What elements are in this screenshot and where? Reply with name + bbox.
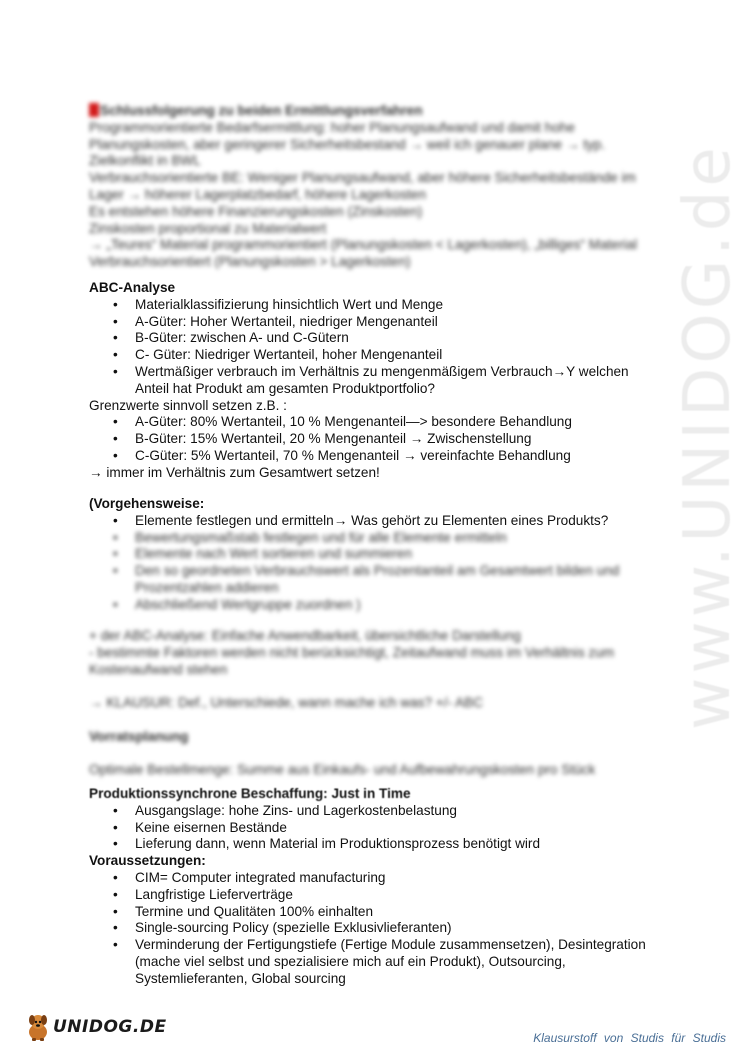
blurred-line: - bestimmte Faktoren werden nicht berücksichtigt, Zeitaufwand muss im Verhältnis zum xyxy=(89,644,615,660)
procedure-section xyxy=(89,496,669,614)
list-item: • CIM= Computer integrated manufacturing xyxy=(89,870,669,887)
red-marker xyxy=(89,103,99,117)
list-item: • Keine eisernen Bestände xyxy=(89,820,669,837)
procedure-blurred-list-end xyxy=(89,597,669,614)
watermark: www.UNIDOG.de xyxy=(671,143,745,730)
grenzwerte-list xyxy=(89,414,669,464)
unidog-logo xyxy=(25,1012,167,1042)
list-item-continuation: (mache viel selbst und spezialisiere mich auf ein Produkt), Outsourcing, xyxy=(135,953,566,969)
jit-section xyxy=(89,786,669,988)
list-item: • Lieferung dann, wenn Material im Produktionsprozess benötigt wird xyxy=(89,836,669,853)
blurred-line: + der ABC-Analyse: Einfache Anwendbarkeit, übersichtliche Darstellung xyxy=(89,628,521,643)
list-item: • Den so geordneten Verbrauchswert als Prozentanteil am Gesamtwert bilden und xyxy=(89,563,669,580)
list-item-continuation: Prozentzahlen addieren xyxy=(135,579,279,595)
abc-heading: ABC-Analyse xyxy=(89,280,176,295)
list-item: • B-Güter: zwischen A- und C-Gütern xyxy=(89,330,669,347)
blurred-line: Verbrauchsorientierte BE: Weniger Planungsaufwand, aber höhere Sicherheitsbestände im xyxy=(89,170,636,186)
blurred-line: Verbrauchsorientiert (Planungskosten > Lagerkosten) xyxy=(89,254,411,270)
list-item: • A-Güter: 80% Wertanteil, 10 % Mengenanteil—> besondere Behandlung xyxy=(89,414,669,431)
list-item-continuation: Systemlieferanten, Global sourcing xyxy=(135,970,346,986)
abc-list xyxy=(89,297,669,381)
blurred-line: Zinskosten proportional zu Materialwert xyxy=(89,220,327,236)
blurred-line: Zielkonflikt in BWL xyxy=(89,153,201,169)
list-item: • Elemente festlegen und ermitteln→ Was gehört zu Elementen eines Produkts? xyxy=(89,513,669,530)
blurred-line: Planungskosten, aber geringerer Sicherheitsbestand → weil ich genauer plane → typ. xyxy=(89,136,606,152)
list-item: • C- Güter: Niedriger Wertanteil, hoher Mengenanteil xyxy=(89,347,669,364)
list-item: • B-Güter: 15% Wertanteil, 20 % Mengenanteil → Zwischenstellung xyxy=(89,431,669,448)
procedure-heading: (Vorgehensweise: xyxy=(89,496,205,511)
procedure-blurred-list xyxy=(89,530,669,580)
blurred-summary-section xyxy=(89,103,669,271)
blurred-line: Programmorientierte Bedarfsermittlung: hoher Planungsaufwand und damit hohe xyxy=(89,119,575,135)
blurred-title: Schlussfolgerung zu beiden Ermittlungsverfahren xyxy=(89,103,669,120)
jit-list xyxy=(89,803,669,853)
list-item: • Bewertungsmaßstab festlegen und für alle Elemente ermitteln xyxy=(89,530,669,547)
list-item: • Termine und Qualitäten 100% einhalten xyxy=(89,904,669,921)
blurred-line: Kostenaufwand stehen xyxy=(89,661,228,677)
list-item: • Langfristige Lieferverträge xyxy=(89,887,669,904)
prerequisites-list xyxy=(89,870,669,954)
blurred-line: Es entstehen höhere Finanzierungskosten (Zinskosten) xyxy=(89,203,423,219)
abc-analysis-section xyxy=(89,280,669,482)
list-item: • Ausgangslage: hohe Zins- und Lagerkostenbelastung xyxy=(89,803,669,820)
blurred-evaluation-section xyxy=(89,628,669,779)
list-item: • Abschließend Wertgruppe zuordnen ) xyxy=(89,597,669,614)
blurred-line: Lager → höherer Lagerplatzbedarf, höhere Lagerkosten xyxy=(89,186,427,202)
list-item: • Elemente nach Wert sortieren und summieren xyxy=(89,546,669,563)
list-item: • Verminderung der Fertigungstiefe (Fertige Module zusammensetzen), Desintegration xyxy=(89,937,669,954)
list-item: • A-Güter: Hoher Wertanteil, niedriger Mengenanteil xyxy=(89,314,669,331)
footer-tagline: Klausurstoff von Studis für Studis xyxy=(533,1031,726,1045)
dog-mascot-icon xyxy=(25,1012,51,1042)
list-item-continuation: Anteil hat Produkt am gesamten Produktportfolio? xyxy=(135,380,435,396)
abc-conclusion: → immer im Verhältnis zum Gesamtwert setzen! xyxy=(89,464,380,480)
grenzwerte-intro: Grenzwerte sinnvoll setzen z.B. : xyxy=(89,397,287,413)
list-item: • C-Güter: 5% Wertanteil, 70 % Mengenanteil → vereinfachte Behandlung xyxy=(89,448,669,465)
procedure-list xyxy=(89,513,669,530)
blurred-line: → KLAUSUR: Def., Unterschiede, wann mache ich was? +/- ABC xyxy=(89,695,484,711)
list-item: • Materialklassifizierung hinsichtlich Wert und Menge xyxy=(89,297,669,314)
blurred-heading: Vorratsplanung xyxy=(89,728,189,744)
blurred-line: Optimale Bestellmenge: Summe aus Einkaufs- und Aufbewahrungskosten pro Stück xyxy=(89,762,596,778)
prerequisites-heading: Voraussetzungen: xyxy=(89,853,206,869)
jit-heading: Produktionssynchrone Beschaffung: Just in Time xyxy=(89,786,411,801)
list-item: • Single-sourcing Policy (spezielle Exklusivlieferanten) xyxy=(89,920,669,937)
list-item: • Wertmäßiger verbrauch im Verhältnis zu mengenmäßigem Verbrauch→Y welchen xyxy=(89,364,669,381)
logo-text: UNIDOG.DE xyxy=(53,1016,167,1037)
blurred-line: → „Teures“ Material programmorientiert (Planungskosten < Lagerkosten), „billiges“ Material xyxy=(89,237,638,253)
